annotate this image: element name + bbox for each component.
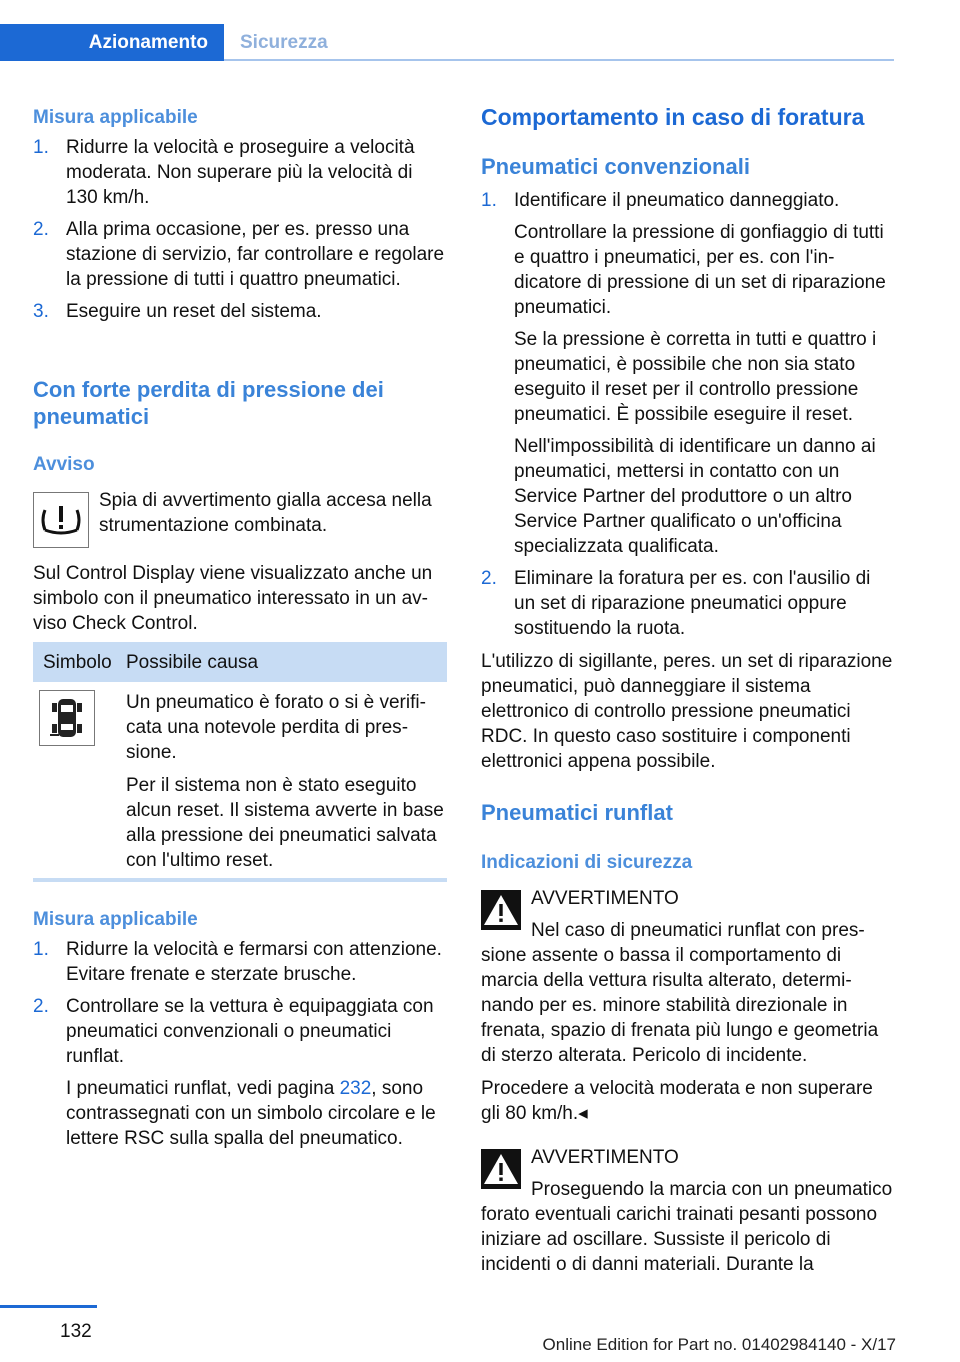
table-header xyxy=(33,642,447,682)
list-item xyxy=(33,135,447,210)
heading-pressure-loss: Con forte perdita di pressione dei pneumatici xyxy=(33,377,384,429)
cause-paragraph: Un pneumatico è forato o si è verificata una notevole perdita di pressione. xyxy=(126,692,426,763)
warning1-text: Nel caso di pneumatici runflat con pressione assente o bassa il comportamento di marcia della vettura risulta alterato, determinando per es. minore stabilità direzionale in frenata, spazio di frenata più lungo e geometria di sterzo alterata. Pericolo di incidente. xyxy=(481,920,879,1066)
heading-puncture: Comportamento in caso di foratura xyxy=(481,104,865,130)
step-number: 3. xyxy=(33,301,49,322)
heading-conventional-tires: Pneumatici convenzionali xyxy=(481,154,750,179)
step-number: 1. xyxy=(481,190,497,211)
table-bottom-rule xyxy=(33,878,447,882)
step-text: Ridurre la velocità e fermarsi con attenzione. Evitare frenate e sterzate brusche. xyxy=(66,939,442,985)
step-text: Ridurre la velocità e proseguire a velocità moderata. Non superare più la velocità di 130 km/h. xyxy=(66,137,415,208)
step-number: 2. xyxy=(481,568,497,589)
footer-edition: Online Edition for Part no. 01402984140 - X/17 xyxy=(542,1335,896,1354)
step-note xyxy=(66,1076,447,1151)
step-number: 2. xyxy=(33,996,49,1017)
step-text: Nell'impossibilità di identificare un danno ai pneumatici, mettersi in contatto con un Service Partner del produttore o un altro Service Partner qualificato o un'officina specializzata qualificata. xyxy=(514,436,876,557)
list-item xyxy=(33,299,447,324)
list-item xyxy=(33,217,447,292)
column-header-symbol: Simbolo xyxy=(43,652,112,673)
step-text: Eseguire un reset del sistema. xyxy=(66,301,322,322)
section1-title: Misura applicabile xyxy=(33,107,198,128)
tab-azionamento[interactable]: Azionamento xyxy=(0,24,224,61)
car-tire-symbol-icon xyxy=(39,690,95,746)
footer-rule xyxy=(0,1305,97,1308)
step-text: Alla prima occasione, per es. presso una stazione di servizio, far controllare e regolare la pressione di tutti i quattro pneumatici. xyxy=(66,219,445,290)
section1-steps xyxy=(33,135,447,331)
step-text: Eliminare la foratura per es. con l'ausilio di un set di riparazione pneumatici oppure sostituendo la ruota. xyxy=(514,568,871,639)
list-item xyxy=(33,994,447,1151)
step-text: Controllare la pressione di gonfiaggio di tutti e quattro i pneumatici, per es. con l'indicatore di pressione di un set di riparazione pneumatici. xyxy=(514,222,886,318)
list-item xyxy=(481,188,895,559)
cause-paragraph: Per il sistema non è stato eseguito alcun reset. Il sistema avverte in base alla pressione dei pneumatici salvata con l'ultimo reset. xyxy=(126,775,444,871)
step-text: Identificare il pneumatico danneggiato. xyxy=(514,190,840,211)
step-text: Se la pressione è corretta in tutti e quattro i pneumatici, è possibile che non sia stato eseguito il reset per il controllo pressione pneumatici. È possibile eseguire il reset. xyxy=(514,329,877,425)
list-item xyxy=(33,937,447,987)
table-cell-cause xyxy=(126,690,448,873)
column-header-cause: Possibile causa xyxy=(126,652,259,673)
warning2-text: Proseguendo la marcia con un pneumatico forato eventuali carichi trainati pesanti possono iniziare ad oscillare. Sussiste il pericolo di incidenti o di danni materiali. Durante la xyxy=(481,1179,893,1275)
sealant-text: L'utilizzo di sigillante, peres. un set di riparazione pneumatici, può danneggiare il sistema elettronico di controllo pressione pneumatici RDC. In questo caso sostituire i componenti elettronici appena possibile. xyxy=(481,651,893,772)
puncture-steps xyxy=(481,188,895,648)
section2-steps xyxy=(33,937,447,1158)
header-rule xyxy=(224,59,894,61)
step-number: 2. xyxy=(33,219,49,240)
warning1-follow-text: Procedere a velocità moderata e non superare gli 80 km/h.◂ xyxy=(481,1078,873,1124)
note-text: , sono contrassegnati con un simbolo circolare e le lettere RSC sulla spalla del pneumatico. xyxy=(66,1078,436,1149)
step-number: 1. xyxy=(33,939,49,960)
step-number: 1. xyxy=(33,137,49,158)
control-display-text: Sul Control Display viene visualizzato anche un simbolo con il pneumatico interessato in un avviso Check Control. xyxy=(33,563,433,634)
page-number: 132 xyxy=(60,1321,92,1342)
warning1-title: AVVERTIMENTO xyxy=(531,888,679,909)
heading-runflat: Pneumatici runflat xyxy=(481,800,673,825)
list-item xyxy=(481,566,895,641)
tab-sicurezza[interactable]: Sicurezza xyxy=(240,32,328,53)
tire-pressure-warning-icon xyxy=(33,492,89,548)
step-text: Controllare se la vettura è equipaggiata con pneumatici convenzionali o pneumatici runflat. xyxy=(66,996,434,1067)
note-text: I pneumatici runflat, vedi pagina xyxy=(66,1078,340,1099)
warning2-title: AVVERTIMENTO xyxy=(531,1147,679,1168)
page-link[interactable]: 232 xyxy=(339,1078,372,1099)
avviso-text: Spia di avvertimento gialla accesa nella strumentazione combinata. xyxy=(99,490,432,536)
section2-title: Misura applicabile xyxy=(33,909,198,930)
avviso-title: Avviso xyxy=(33,454,95,475)
heading-safety: Indicazioni di sicurezza xyxy=(481,852,693,873)
